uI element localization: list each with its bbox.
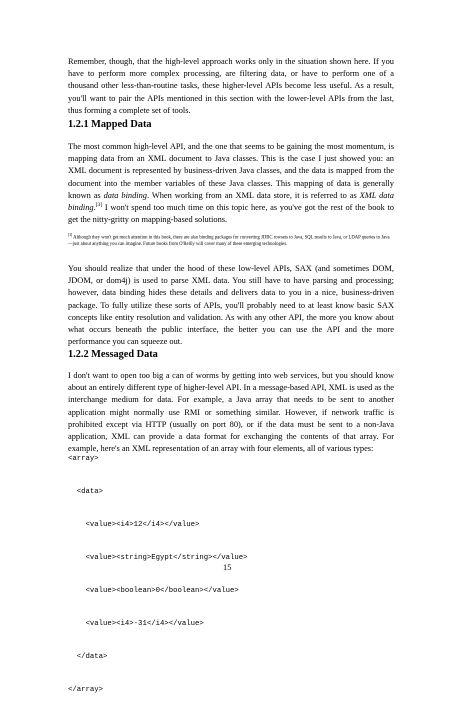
mapped-text-part2: . When working from an XML data store, it is referred to as <box>146 190 360 200</box>
code-line: </array> <box>68 686 104 694</box>
mapped-data-paragraph <box>68 141 394 226</box>
footnote <box>68 235 394 249</box>
footnote-number: [3] <box>68 233 73 237</box>
footnote-reference[interactable]: [3] <box>95 202 103 209</box>
code-line: <array> <box>68 455 99 463</box>
xml-code-listing <box>68 432 308 718</box>
messaged-data-heading: 1.2.2 Messaged Data <box>68 349 158 360</box>
code-line: </data> <box>68 653 108 661</box>
mapped-text-part4: I won't spend too much time on this topic here, as you've got the rest of the book to get the nitty-gritty on mapping-based solutions. <box>68 203 394 225</box>
mapped-followup-paragraph: You should realize that under the hood of these low-level APIs, SAX (and sometimes DOM, JDOM, or dom4j) is used to parse XML data. You still have to have parsing and processing; however, data binding hides these details and delivers data to you in a nice, business-driven package. To fully utilize these sorts of APIs, you'll probably need to at least know basic SAX concepts like entity resolution and validation. As with any other API, the more you know about what occurs beneath the public interface, the better you can use the API and the more performance you can squeeze out. <box>68 264 394 347</box>
code-line: <value><string>Egypt</string></value> <box>68 554 248 562</box>
xml-data-binding-emphasis: XML data binding <box>68 190 394 213</box>
code-line: <value><boolean>0</boolean></value> <box>68 587 239 595</box>
code-line: <value><i4>12</i4></value> <box>68 521 200 529</box>
data-binding-emphasis: data binding <box>103 190 147 200</box>
code-line: <data> <box>68 488 104 496</box>
mapped-text-part1: The most common high-level API, and the one that seems to be gaining the most momentum, is mapping data from an XML document to Java classes. This is the case I just showed you: an XML document is represented by business-driven Java classes, and the data is mapped from the document into the member variables of these Java classes. This mapping of data is generally known as <box>68 142 394 200</box>
messaged-data-paragraph: I don't want to open too big a can of worms by getting into web services, but you should know about an entirely different type of higher-level API. In a message-based API, XML is used as the interchange medium for data. For example, a Java array that needs to be sent to another application might normally use RMI or something similar. However, if network traffic is prohibited except via HTTP (usually on port 80), or if the data must be sent to a non-Java application, XML can provide a data format for exchanging the contents of that array. For example, here's an XML representation of an array with four elements, all of various types: <box>68 371 394 454</box>
mapped-text-part3: . <box>93 203 96 213</box>
page-number: 15 <box>223 563 232 572</box>
footnote-text: Although they won't get much attention in this book, there are also binding packages for converting JDBC rowsets to Java, SQL results to Java, or LDAP queries to Java—just about anything you can imagine. Future books from O'Reilly will cover many of these emerging technologies. <box>68 235 390 248</box>
mapped-data-heading: 1.2.1 Mapped Data <box>68 119 152 130</box>
intro-paragraph: Remember, though, that the high-level approach works only in the situation shown here. If you have to perform more complex processing, are filtering data, or have to perform one of a thousand other less-than-routine tasks, these higher-level APIs become less useful. As a result, you'll want to pair the APIs mentioned in this section with the lower-level APIs from the last, thus forming a complete set of tools. <box>68 57 394 115</box>
code-line: <value><i4>-31</i4></value> <box>68 620 204 628</box>
